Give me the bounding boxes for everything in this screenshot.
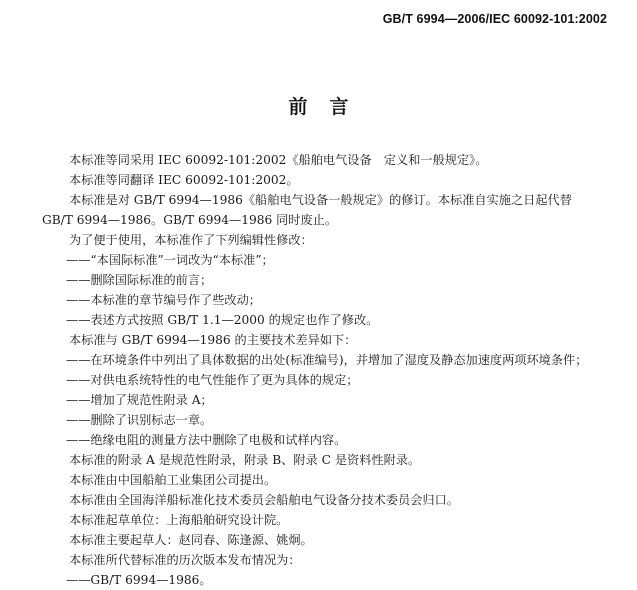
standard-code-header: GB/T 6994—2006/IEC 60092-101:2002 (382, 12, 607, 26)
page-title: 前言 (288, 96, 371, 118)
list-item: ——增加了规范性附录 A； (66, 393, 213, 407)
paragraph-line: 本标准的附录 A 是规范性附录，附录 B、附录 C 是资料性附录。 (69, 453, 421, 467)
list-item: ——删除了识别标志一章。 (66, 413, 213, 427)
paragraph-line: 本标准主要起草人：赵同春、陈逢源、姚炯。 (69, 533, 313, 547)
paragraph-line: GB/T 6994—1986。GB/T 6994—1986 同时废止。 (42, 213, 338, 227)
list-item: ——本标准的章节编号作了些改动； (66, 293, 261, 307)
paragraph-line: 本标准等同采用 IEC 60092-101:2002《船舶电气设备 定义和一般规定》。 (69, 153, 488, 167)
paragraph-line: 本标准所代替标准的历次版本发布情况为： (69, 553, 301, 567)
paragraph-line: 本标准起草单位：上海船舶研究设计院。 (69, 513, 289, 527)
list-item: ——绝缘电阻的测量方法中删除了电极和试样内容。 (66, 433, 347, 447)
list-item: ——对供电系统特性的电气性能作了更为具体的规定； (66, 373, 359, 387)
list-item: ——在环境条件中列出了具体数据的出处(标准编号)，并增加了湿度及静态加速度两项环境条件； (66, 353, 588, 367)
paragraph-line: 本标准与 GB/T 6994—1986 的主要技术差异如下： (69, 333, 357, 347)
paragraph-line: 本标准由中国船舶工业集团公司提出。 (69, 473, 277, 487)
paragraph-line: 为了便于使用，本标准作了下列编辑性修改： (69, 233, 313, 247)
paragraph-line: 本标准由全国海洋船标准化技术委员会船舶电气设备分技术委员会归口。 (69, 493, 459, 507)
list-item: ——“本国际标准”一词改为“本标准”； (66, 253, 274, 267)
paragraph-line: 本标准是对 GB/T 6994—1986《船舶电气设备一般规定》的修订。本标准自实施之日起代替 (69, 193, 572, 207)
paragraph-line: 本标准等同翻译 IEC 60092-101:2002。 (69, 173, 299, 187)
list-item: ——表述方式按照 GB/T 1.1—2000 的规定也作了修改。 (66, 313, 379, 327)
list-item: ——GB/T 6994—1986。 (66, 573, 212, 587)
foreword-body (42, 150, 612, 590)
list-item: ——删除国际标准的前言； (66, 273, 213, 287)
